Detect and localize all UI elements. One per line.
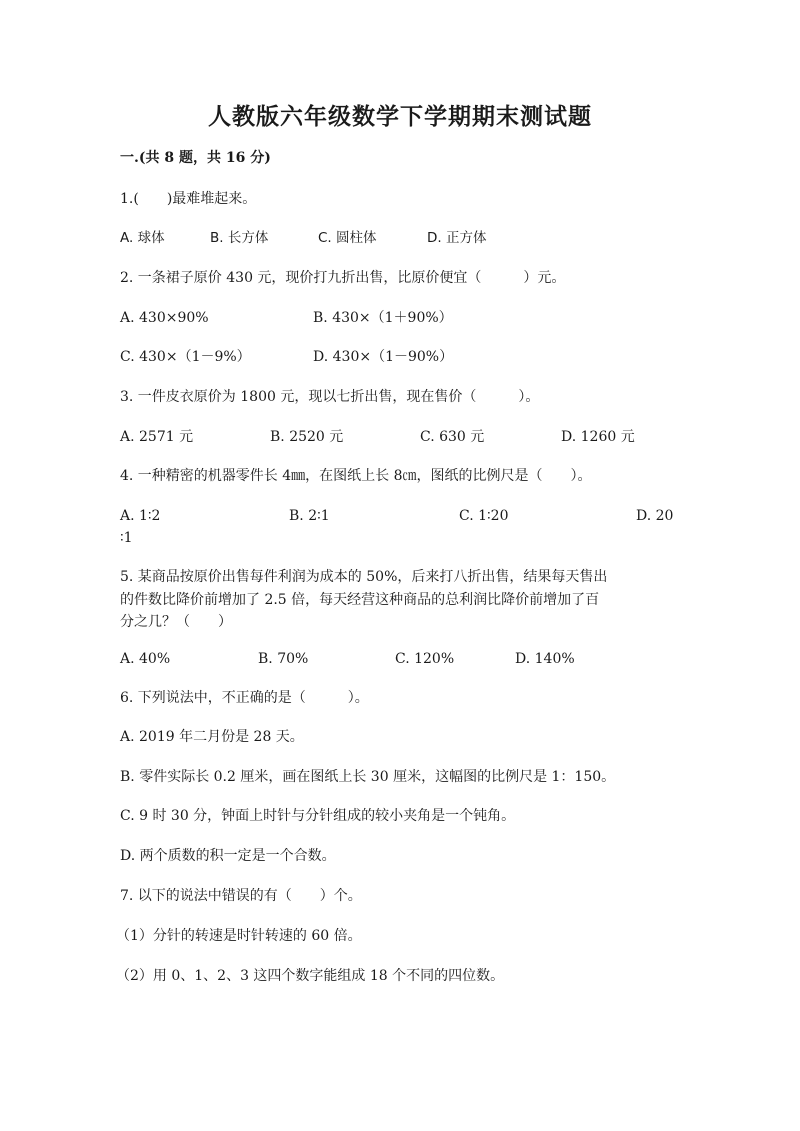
question-1-stem: 1.( )最难堆起来。 bbox=[120, 191, 257, 207]
question-4-option-d-wrap: ∶1 bbox=[120, 530, 133, 546]
question-5-line-1: 5. 某商品按原价出售每件利润为成本的 50%，后来打八折出售，结果每天售出 bbox=[120, 569, 608, 585]
question-4-stem: 4. 一种精密的机器零件长 4㎜，在图纸上长 8㎝，图纸的比例尺是（ ）。 bbox=[120, 468, 592, 484]
question-7-item-1: （1）分针的转速是时针转速的 60 倍。 bbox=[116, 928, 362, 944]
question-1-option-b: B. 长方体 bbox=[210, 230, 269, 246]
question-2-stem: 2. 一条裙子原价 430 元，现价打九折出售，比原价便宜（ ）元。 bbox=[120, 270, 566, 286]
question-4-option-a: A. 1∶2 bbox=[120, 508, 161, 524]
question-6-option-b: B. 零件实际长 0.2 厘米，画在图纸上长 30 厘米，这幅图的比例尺是 1：150。 bbox=[120, 769, 616, 785]
question-2-option-a: A. 430×90% bbox=[120, 310, 209, 326]
section-heading: 一.(共 8 题，共 16 分) bbox=[120, 150, 271, 166]
question-5-option-a: A. 40% bbox=[120, 651, 171, 667]
question-4-option-c: C. 1∶20 bbox=[459, 508, 509, 524]
question-5-line-2: 的件数比降价前增加了 2.5 倍，每天经营这种商品的总利润比降价前增加了百 bbox=[120, 592, 600, 608]
question-3-option-d: D. 1260 元 bbox=[561, 429, 635, 445]
question-5-option-b: B. 70% bbox=[258, 651, 309, 667]
question-7-item-2: （2）用 0、1、2、3 这四个数字能组成 18 个不同的四位数。 bbox=[116, 968, 505, 984]
question-2-option-d: D. 430×（1－90%） bbox=[313, 349, 454, 365]
page-title: 人教版六年级数学下学期期末测试题 bbox=[208, 103, 592, 130]
question-5-option-c: C. 120% bbox=[395, 651, 455, 667]
question-1-option-d: D. 正方体 bbox=[427, 230, 487, 246]
question-3-stem: 3. 一件皮衣原价为 1800 元，现以七折出售，现在售价（ ）。 bbox=[120, 389, 540, 405]
question-2-option-c: C. 430×（1－9%） bbox=[120, 349, 251, 365]
question-3-option-b: B. 2520 元 bbox=[270, 429, 344, 445]
question-6-option-a: A. 2019 年二月份是 28 天。 bbox=[120, 729, 304, 745]
question-6-option-d: D. 两个质数的积一定是一个合数。 bbox=[120, 848, 336, 864]
question-3-option-a: A. 2571 元 bbox=[120, 429, 194, 445]
question-5-line-3: 分之几？（ ） bbox=[120, 614, 232, 630]
question-3-option-c: C. 630 元 bbox=[420, 429, 485, 445]
question-5-option-d: D. 140% bbox=[515, 651, 575, 667]
question-1-option-c: C. 圆柱体 bbox=[318, 230, 377, 246]
question-6-stem: 6. 下列说法中，不正确的是（ ）。 bbox=[120, 690, 369, 706]
question-6-option-c: C. 9 时 30 分，钟面上时针与分针组成的较小夹角是一个钝角。 bbox=[120, 808, 516, 824]
question-7-stem: 7. 以下的说法中错误的有（ ）个。 bbox=[120, 888, 362, 904]
question-1-option-a: A. 球体 bbox=[120, 230, 165, 246]
question-4-option-d: D. 20 bbox=[636, 508, 674, 524]
question-2-option-b: B. 430×（1＋90%） bbox=[313, 310, 453, 326]
question-4-option-b: B. 2∶1 bbox=[289, 508, 330, 524]
